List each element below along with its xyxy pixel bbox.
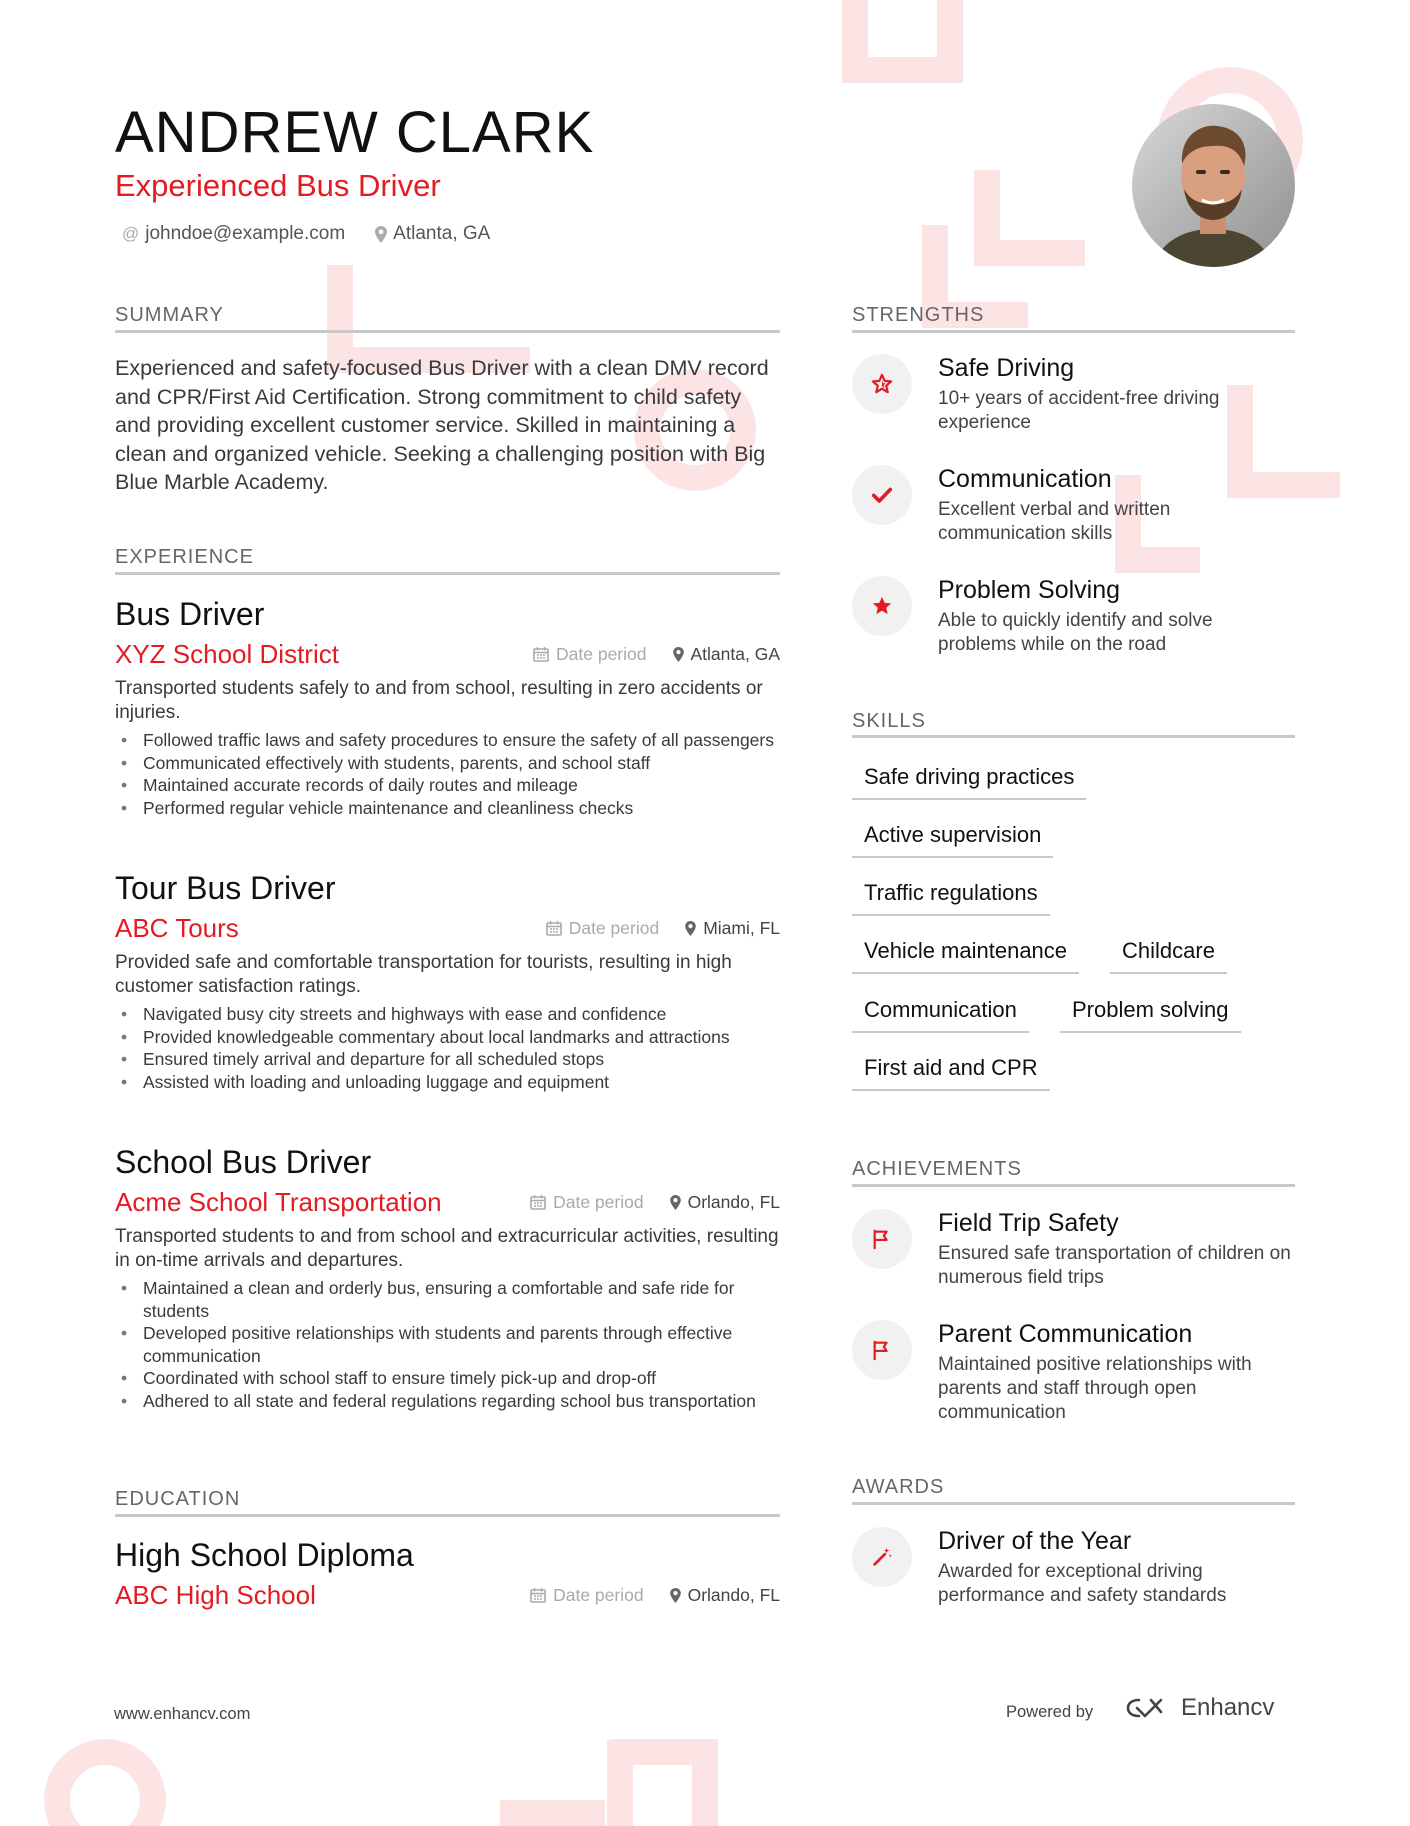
bullet-item: • Provided knowledgeable commentary about local landmarks and attractions [115, 1026, 780, 1049]
job-bullets [115, 1003, 780, 1093]
company-name: XYZ School District [115, 638, 339, 669]
bullet-item: • Communicated effectively with students, parents, and school staff [115, 752, 780, 775]
date-period [533, 644, 646, 665]
calendar-icon [533, 646, 549, 662]
email-item[interactable] [122, 223, 345, 245]
star-icon [871, 595, 893, 617]
location-text: Orlando, FL [687, 1191, 780, 1212]
job-location [685, 918, 780, 939]
achievements-divider [852, 1184, 1295, 1187]
summary-text: Experienced and safety-focused Bus Driver with a clean DMV record and CPR/First Aid Certification. Strong commitment to child safety and providing excellent customer service. Skilled in maintaining a clean and organized vehicle. Seeking a challenging position with Big Blue Marble Academy. [115, 356, 769, 494]
degree-title: High School Diploma [115, 1537, 414, 1573]
job-description: Transported students to and from school and extracurricular activities, resulting in on-time arrivals and departures. [115, 1226, 779, 1271]
awards-heading: AWARDS [852, 1476, 945, 1498]
strength-title: Communication [938, 465, 1112, 493]
strength-icon-wrap [852, 465, 912, 525]
job-description: Provided safe and comfortable transportation for tourists, resulting in high customer satisfaction ratings. [115, 952, 732, 997]
skill-tag: Safe driving practices [852, 762, 1086, 800]
bullet-item: • Maintained accurate records of daily routes and mileage [115, 774, 780, 797]
bullet-item: • Developed positive relationships with students and parents through effective communication [115, 1322, 780, 1367]
award-desc: Awarded for exceptional driving performance and safety standards [938, 1561, 1227, 1606]
skills-heading: SKILLS [852, 710, 926, 732]
candidate-name: ANDREW CLARK [115, 100, 595, 165]
date-text: Date period [553, 1191, 644, 1212]
location-item [375, 223, 490, 245]
job-location [673, 644, 781, 665]
at-icon: @ [122, 224, 140, 243]
star-outline-icon [871, 373, 893, 395]
summary-heading: SUMMARY [115, 304, 224, 326]
skill-tag: Communication [852, 995, 1029, 1033]
job-entry [115, 868, 780, 1093]
education-heading: EDUCATION [115, 1488, 241, 1510]
experience-divider [115, 572, 780, 575]
job-description: Transported students safely to and from school, resulting in zero accidents or injuries. [115, 678, 763, 723]
calendar-icon [530, 1587, 546, 1603]
achievement-icon-wrap [852, 1320, 912, 1380]
award-item [852, 1525, 1292, 1608]
location-text: Orlando, FL [687, 1584, 780, 1605]
achievement-desc: Ensured safe transportation of children on numerous field trips [938, 1243, 1291, 1288]
bullet-item: • Adhered to all state and federal regulations regarding school bus transportation [115, 1390, 780, 1413]
location-text: Atlanta, GA [690, 643, 780, 664]
job-entry [115, 1142, 780, 1412]
date-period [546, 918, 659, 939]
achievement-icon-wrap [852, 1209, 912, 1269]
location-pin-icon [673, 647, 684, 662]
awards-divider [852, 1502, 1295, 1505]
strength-icon-wrap [852, 354, 912, 414]
date-period [530, 1585, 643, 1606]
award-title: Driver of the Year [938, 1527, 1132, 1555]
email-text: johndoe@example.com [145, 223, 346, 244]
contact-info [122, 223, 490, 245]
calendar-icon [546, 920, 562, 936]
enhancv-logo[interactable] [1125, 1694, 1274, 1722]
flag-icon [871, 1339, 893, 1361]
bullet-item: • Ensured timely arrival and departure for all scheduled stops [115, 1048, 780, 1071]
achievement-desc: Maintained positive relationships with parents and staff through open communication [938, 1354, 1252, 1423]
date-text: Date period [556, 643, 647, 664]
location-pin-icon [670, 1195, 681, 1210]
skill-tag: Childcare [1110, 936, 1227, 974]
flag-icon [871, 1228, 893, 1250]
job-bullets [115, 1277, 780, 1412]
profile-photo [1132, 104, 1295, 267]
job-title: School Bus Driver [115, 1144, 372, 1180]
strength-icon-wrap [852, 576, 912, 636]
skills-divider [852, 735, 1295, 738]
job-bullets [115, 729, 780, 819]
skill-tag: Active supervision [852, 820, 1053, 858]
strength-desc: 10+ years of accident-free driving experience [938, 388, 1220, 433]
company-name: Acme School Transportation [115, 1186, 442, 1217]
avatar [1132, 104, 1295, 267]
education-divider [115, 1514, 780, 1517]
bullet-item: • Coordinated with school staff to ensure timely pick-up and drop-off [115, 1367, 780, 1390]
location-pin-icon [685, 921, 696, 936]
candidate-role: Experienced Bus Driver [115, 168, 441, 203]
skill-tag: Problem solving [1060, 995, 1241, 1033]
job-location [670, 1192, 780, 1213]
strengths-heading: STRENGTHS [852, 304, 985, 326]
job-title: Bus Driver [115, 596, 265, 632]
bullet-item: • Navigated busy city streets and highways with ease and confidence [115, 1003, 780, 1026]
bullet-item: • Maintained a clean and orderly bus, ensuring a comfortable and safe ride for students [115, 1277, 780, 1322]
bullet-item: • Followed traffic laws and safety procedures to ensure the safety of all passengers [115, 729, 780, 752]
checkmark-icon [871, 484, 893, 506]
strength-item [852, 574, 1292, 657]
company-name: ABC Tours [115, 912, 239, 943]
location-text: Atlanta, GA [393, 223, 491, 244]
date-text: Date period [568, 917, 660, 938]
award-icon-wrap [852, 1527, 912, 1587]
school-name: ABC High School [115, 1579, 316, 1610]
job-title: Tour Bus Driver [115, 870, 336, 906]
bullet-item: • Performed regular vehicle maintenance and cleanliness checks [115, 797, 780, 820]
summary-divider [115, 330, 780, 333]
strength-title: Safe Driving [938, 354, 1075, 382]
achievements-heading: ACHIEVEMENTS [852, 1158, 1022, 1180]
strength-desc: Able to quickly identify and solve problems while on the road [938, 610, 1213, 655]
experience-heading: EXPERIENCE [115, 546, 254, 568]
bullet-item: • Assisted with loading and unloading luggage and equipment [115, 1071, 780, 1094]
footer-url[interactable]: www.enhancv.com [114, 1705, 251, 1723]
strengths-divider [852, 330, 1295, 333]
enhancv-logo-icon [1125, 1696, 1171, 1720]
strength-item [852, 352, 1292, 435]
location-pin-icon [670, 1588, 681, 1603]
achievement-title: Parent Communication [938, 1320, 1193, 1348]
skill-tag: Traffic regulations [852, 878, 1050, 916]
skill-tag: Vehicle maintenance [852, 936, 1079, 974]
job-entry [115, 594, 780, 819]
location-pin-icon [375, 226, 387, 243]
date-text: Date period [553, 1584, 644, 1605]
strength-title: Problem Solving [938, 576, 1121, 604]
calendar-icon [530, 1194, 546, 1210]
brand-name: Enhancv [1181, 1694, 1275, 1721]
date-period [530, 1192, 643, 1213]
achievement-title: Field Trip Safety [938, 1209, 1119, 1237]
education-location [670, 1585, 780, 1606]
location-text: Miami, FL [703, 917, 780, 938]
strength-desc: Excellent verbal and written communication skills [938, 499, 1171, 544]
education-entry [115, 1535, 780, 1614]
powered-by-label: Powered by [1006, 1703, 1094, 1721]
strength-item [852, 463, 1292, 546]
achievement-item [852, 1318, 1292, 1425]
achievement-item [852, 1207, 1292, 1290]
magic-wand-icon [871, 1546, 893, 1568]
skill-tag: First aid and CPR [852, 1053, 1050, 1091]
